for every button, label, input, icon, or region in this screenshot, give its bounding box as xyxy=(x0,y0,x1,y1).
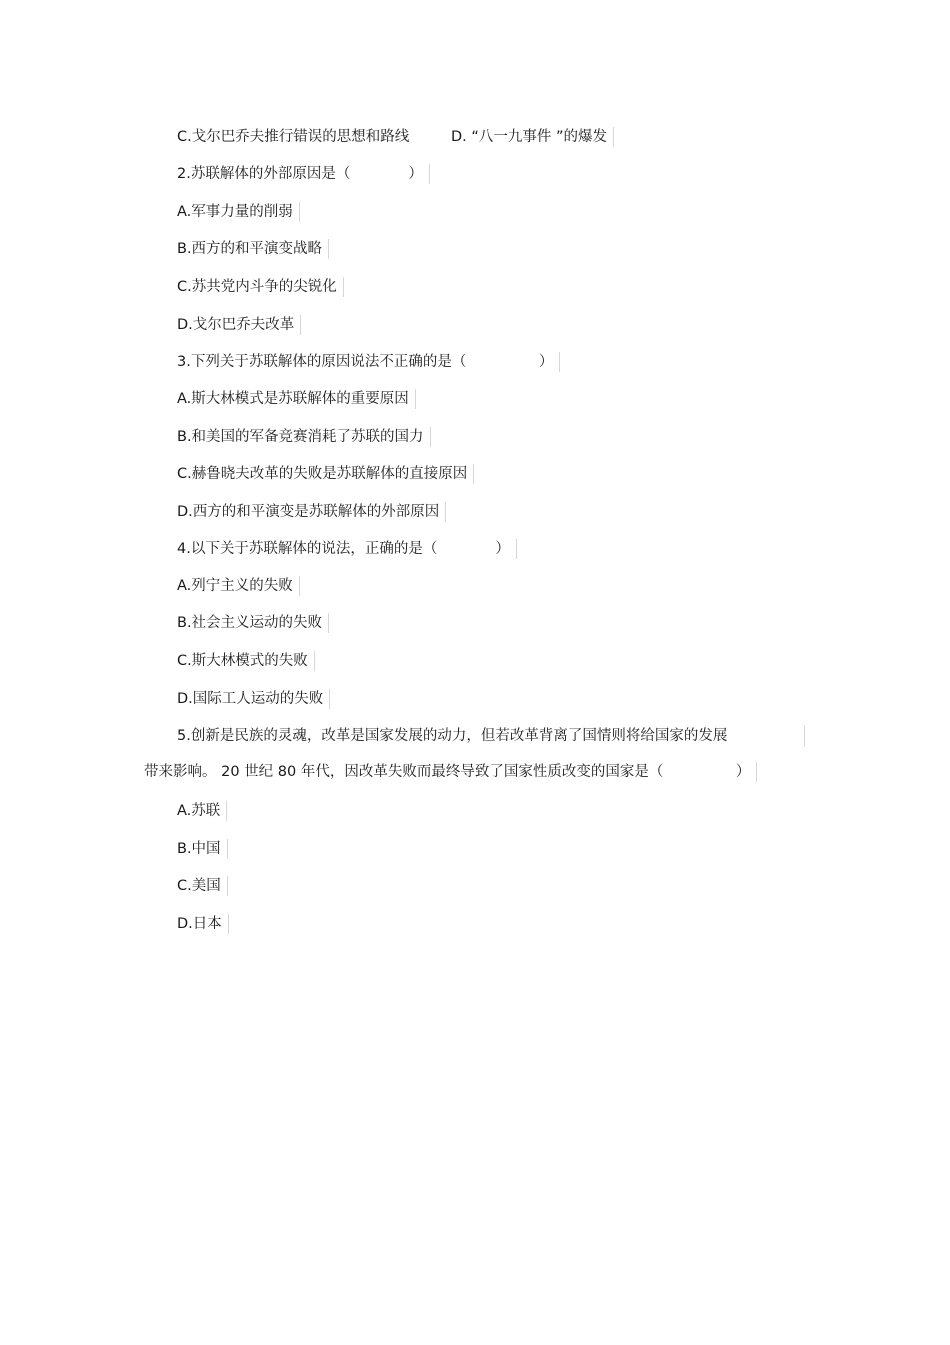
q1-option-c: C.戈尔巴乔夫推行错误的思想和路线 xyxy=(177,129,410,145)
q4-option-d: D.国际工人运动的失败 xyxy=(177,689,330,709)
q3-option-c: C.赫鲁晓夫改革的失败是苏联解体的直接原因 xyxy=(177,464,474,484)
q5-option-d: D.日本 xyxy=(177,914,229,934)
q5-line1-marker xyxy=(804,725,805,747)
q3-stem: 3.下列关于苏联解体的原因说法不正确的是（ ） xyxy=(177,352,560,372)
q5-option-a: A.苏联 xyxy=(177,801,227,821)
q2-option-c: C.苏共党内斗争的尖锐化 xyxy=(177,277,344,297)
q5-stem-line1: 5.创新是民族的灵魂，改革是国家发展的动力，但若改革背离了国情则将给国家的发展 xyxy=(177,728,728,744)
q1-option-d: D. “八一九事件 ”的爆发 xyxy=(451,127,614,147)
q2-option-a: A.军事力量的削弱 xyxy=(177,202,300,222)
q5-option-b: B.中国 xyxy=(177,839,228,859)
q4-stem: 4.以下关于苏联解体的说法，正确的是（ ） xyxy=(177,539,517,559)
q2-option-d: D.戈尔巴乔夫改革 xyxy=(177,315,301,335)
q4-option-a: A.列宁主义的失败 xyxy=(177,576,300,596)
q3-option-b: B.和美国的军备竞赛消耗了苏联的国力 xyxy=(177,427,431,447)
q2-option-b: B.西方的和平演变战略 xyxy=(177,239,329,259)
q5-stem-line2: 带来影响。 20 世纪 80 年代，因改革失败而最终导致了国家性质改变的国家是（ ） xyxy=(144,762,757,782)
q3-option-d: D.西方的和平演变是苏联解体的外部原因 xyxy=(177,502,446,522)
q4-option-c: C.斯大林模式的失败 xyxy=(177,651,315,671)
q5-option-c: C.美国 xyxy=(177,876,228,896)
q3-option-a: A.斯大林模式是苏联解体的重要原因 xyxy=(177,389,416,409)
q4-option-b: B.社会主义运动的失败 xyxy=(177,613,329,633)
q2-stem: 2.苏联解体的外部原因是（ ） xyxy=(177,164,430,184)
